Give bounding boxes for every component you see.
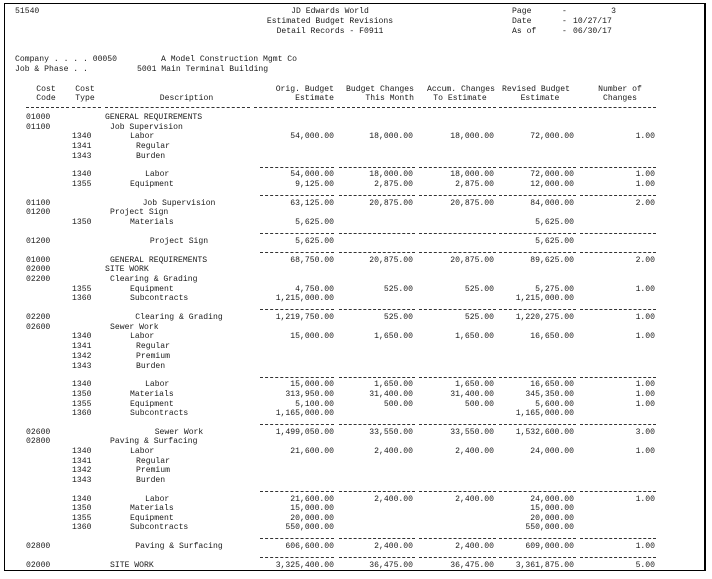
dashed-rule bbox=[339, 424, 415, 425]
cost-code: 02800 bbox=[26, 437, 51, 446]
cost-type: 1350 bbox=[72, 390, 92, 399]
page-number: 3 bbox=[611, 7, 616, 16]
revised-budget-estimate: 24,000.00 bbox=[530, 495, 574, 504]
dashed-rule bbox=[499, 252, 576, 253]
description: GENERAL REQUIREMENTS bbox=[110, 256, 208, 265]
description: SITE WORK bbox=[110, 561, 154, 570]
accum-changes-to-estimate: 36,475.00 bbox=[450, 561, 494, 570]
description: Sewer Work bbox=[154, 428, 204, 437]
dashed-rule bbox=[419, 167, 496, 168]
number-of-changes: 2.00 bbox=[635, 199, 655, 208]
table-row bbox=[0, 170, 712, 180]
description: Burden bbox=[136, 152, 166, 161]
cost-type: 1342 bbox=[72, 352, 92, 361]
table-row bbox=[0, 409, 712, 419]
dashed-rule bbox=[580, 167, 656, 168]
table-row bbox=[0, 437, 712, 447]
accum-changes-to-estimate: 20,875.00 bbox=[450, 256, 494, 265]
dashed-rule bbox=[26, 107, 69, 108]
col-orig-1: Orig. Budget bbox=[275, 85, 334, 94]
dashed-rule bbox=[260, 491, 334, 492]
orig-budget-estimate: 20,000.00 bbox=[290, 514, 334, 523]
description: Premium bbox=[136, 466, 170, 475]
dashed-rule bbox=[254, 107, 334, 108]
orig-budget-estimate: 1,165,000.00 bbox=[275, 409, 334, 418]
number-of-changes: 1.00 bbox=[635, 542, 655, 551]
accum-changes-to-estimate: 2,400.00 bbox=[455, 495, 494, 504]
dashed-rule bbox=[499, 195, 576, 196]
dashed-rule bbox=[580, 252, 656, 253]
table-row bbox=[0, 542, 712, 552]
cost-type: 1360 bbox=[72, 409, 92, 418]
number-of-changes: 1.00 bbox=[635, 380, 655, 389]
revised-budget-estimate: 84,000.00 bbox=[530, 199, 574, 208]
cost-code: 01000 bbox=[26, 113, 51, 122]
asof-dash: - bbox=[562, 27, 567, 36]
budget-changes-this-month: 31,400.00 bbox=[369, 390, 413, 399]
col-number-2: Changes bbox=[603, 94, 637, 103]
revised-budget-estimate: 24,000.00 bbox=[530, 447, 574, 456]
orig-budget-estimate: 5,625.00 bbox=[295, 218, 334, 227]
dashed-rule bbox=[339, 233, 415, 234]
dashed-rule bbox=[339, 252, 415, 253]
description: Labor bbox=[145, 380, 170, 389]
cost-type: 1340 bbox=[72, 332, 92, 341]
budget-changes-this-month: 18,000.00 bbox=[369, 132, 413, 141]
cost-code: 02000 bbox=[26, 265, 51, 274]
asof-value: 06/30/17 bbox=[573, 27, 612, 36]
report-title-line-1: JD Edwards World bbox=[291, 7, 369, 16]
asof-label: As of bbox=[512, 27, 537, 36]
dashed-rule bbox=[339, 377, 415, 378]
dashed-rule bbox=[260, 377, 334, 378]
accum-changes-to-estimate: 33,550.00 bbox=[450, 428, 494, 437]
job-name: 5001 Main Terminal Building bbox=[137, 65, 269, 74]
description: Paving & Surfacing bbox=[135, 542, 223, 551]
cost-type: 1340 bbox=[72, 170, 92, 179]
col-cost-type-2: Type bbox=[75, 94, 95, 103]
table-row bbox=[0, 275, 712, 285]
number-of-changes: 1.00 bbox=[635, 180, 655, 189]
description: Subcontracts bbox=[130, 409, 189, 418]
col-orig-2: Estimate bbox=[295, 94, 334, 103]
dashed-rule bbox=[339, 538, 415, 539]
dashed-rule bbox=[339, 167, 415, 168]
cost-code: 01000 bbox=[26, 256, 51, 265]
orig-budget-estimate: 550,000.00 bbox=[285, 523, 334, 532]
table-row bbox=[0, 523, 712, 533]
revised-budget-estimate: 345,350.00 bbox=[525, 390, 574, 399]
description: Equipment bbox=[130, 514, 174, 523]
cost-type: 1343 bbox=[72, 362, 92, 371]
revised-budget-estimate: 5,275.00 bbox=[535, 285, 574, 294]
revised-budget-estimate: 20,000.00 bbox=[530, 514, 574, 523]
cost-type: 1341 bbox=[72, 342, 92, 351]
cost-type: 1360 bbox=[72, 523, 92, 532]
budget-changes-this-month: 2,400.00 bbox=[374, 447, 413, 456]
description: SITE WORK bbox=[105, 265, 149, 274]
number-of-changes: 2.00 bbox=[635, 256, 655, 265]
cost-code: 01200 bbox=[26, 208, 51, 217]
dashed-rule bbox=[499, 233, 576, 234]
dashed-rule bbox=[260, 167, 334, 168]
accum-changes-to-estimate: 1,650.00 bbox=[455, 380, 494, 389]
budget-changes-this-month: 36,475.00 bbox=[369, 561, 413, 570]
cost-type: 1342 bbox=[72, 466, 92, 475]
dashed-rule bbox=[260, 424, 334, 425]
description: Labor bbox=[145, 495, 170, 504]
cost-type: 1355 bbox=[72, 400, 92, 409]
dashed-rule bbox=[579, 107, 656, 108]
table-row bbox=[0, 362, 712, 372]
dashed-rule bbox=[419, 491, 496, 492]
dashed-rule bbox=[580, 557, 656, 558]
dashed-rule bbox=[260, 309, 334, 310]
description: Burden bbox=[136, 362, 166, 371]
table-row bbox=[0, 218, 712, 228]
accum-changes-to-estimate: 18,000.00 bbox=[450, 170, 494, 179]
revised-budget-estimate: 1,215,000.00 bbox=[515, 294, 574, 303]
description: Subcontracts bbox=[130, 523, 189, 532]
accum-changes-to-estimate: 31,400.00 bbox=[450, 390, 494, 399]
report-title-line-2: Estimated Budget Revisions bbox=[266, 17, 394, 26]
dashed-rule bbox=[499, 491, 576, 492]
accum-changes-to-estimate: 2,400.00 bbox=[455, 542, 494, 551]
dashed-rule bbox=[260, 538, 334, 539]
cost-type: 1355 bbox=[72, 180, 92, 189]
description: Clearing & Grading bbox=[110, 275, 198, 284]
number-of-changes: 1.00 bbox=[635, 285, 655, 294]
number-of-changes: 1.00 bbox=[635, 170, 655, 179]
table-row bbox=[0, 476, 712, 486]
budget-changes-this-month: 1,650.00 bbox=[374, 380, 413, 389]
col-revised-1: Revised Budget bbox=[502, 85, 570, 94]
dashed-rule bbox=[339, 195, 415, 196]
budget-changes-this-month: 2,400.00 bbox=[374, 495, 413, 504]
description: Labor bbox=[145, 170, 170, 179]
cost-type: 1360 bbox=[72, 294, 92, 303]
table-row bbox=[0, 294, 712, 304]
dashed-rule bbox=[499, 167, 576, 168]
dashed-rule bbox=[260, 252, 334, 253]
revised-budget-estimate: 72,000.00 bbox=[530, 170, 574, 179]
table-row bbox=[0, 447, 712, 457]
budget-changes-this-month: 18,000.00 bbox=[369, 170, 413, 179]
budget-changes-this-month: 33,550.00 bbox=[369, 428, 413, 437]
report-id: 51540 bbox=[15, 7, 40, 16]
dashed-rule bbox=[580, 195, 656, 196]
dashed-rule bbox=[419, 309, 496, 310]
dashed-rule bbox=[419, 195, 496, 196]
description: Sewer Work bbox=[110, 323, 159, 332]
dashed-rule bbox=[260, 195, 334, 196]
col-description: Description bbox=[159, 94, 214, 103]
page-dash: - bbox=[562, 7, 567, 16]
dashed-rule bbox=[499, 538, 576, 539]
revised-budget-estimate: 3,361,875.00 bbox=[515, 561, 574, 570]
table-row bbox=[0, 142, 712, 152]
orig-budget-estimate: 21,600.00 bbox=[290, 495, 334, 504]
description: Labor bbox=[130, 332, 155, 341]
budget-changes-this-month: 2,875.00 bbox=[374, 180, 413, 189]
orig-budget-estimate: 5,625.00 bbox=[295, 237, 334, 246]
table-row bbox=[0, 380, 712, 390]
description: Regular bbox=[136, 142, 170, 151]
revised-budget-estimate: 12,000.00 bbox=[530, 180, 574, 189]
company-name: A Model Construction Mgmt Co bbox=[161, 55, 297, 64]
accum-changes-to-estimate: 20,875.00 bbox=[450, 199, 494, 208]
dashed-rule bbox=[419, 424, 496, 425]
orig-budget-estimate: 1,499,050.00 bbox=[275, 428, 334, 437]
description: Project Sign bbox=[149, 237, 209, 246]
table-row bbox=[0, 265, 712, 275]
cost-type: 1355 bbox=[72, 514, 92, 523]
description: Materials bbox=[130, 504, 174, 513]
table-row bbox=[0, 342, 712, 352]
budget-changes-this-month: 1,650.00 bbox=[374, 332, 413, 341]
col-cost-code-2: Code bbox=[36, 94, 56, 103]
cost-type: 1341 bbox=[72, 142, 92, 151]
dashed-rule bbox=[72, 107, 101, 108]
col-changes-2: This Month bbox=[365, 94, 414, 103]
budget-changes-this-month: 20,875.00 bbox=[369, 199, 413, 208]
description: Premium bbox=[136, 352, 170, 361]
col-changes-1: Budget Changes bbox=[346, 85, 414, 94]
dashed-rule bbox=[499, 377, 576, 378]
orig-budget-estimate: 313,950.00 bbox=[285, 390, 334, 399]
accum-changes-to-estimate: 1,650.00 bbox=[455, 332, 494, 341]
description: Materials bbox=[130, 390, 174, 399]
number-of-changes: 1.00 bbox=[635, 390, 655, 399]
cost-type: 1350 bbox=[72, 218, 92, 227]
orig-budget-estimate: 15,000.00 bbox=[290, 504, 334, 513]
orig-budget-estimate: 1,215,000.00 bbox=[275, 294, 334, 303]
description: Equipment bbox=[130, 180, 174, 189]
cost-type: 1343 bbox=[72, 476, 92, 485]
table-row bbox=[0, 466, 712, 476]
table-row bbox=[0, 208, 712, 218]
description: Labor bbox=[130, 447, 155, 456]
cost-type: 1350 bbox=[72, 504, 92, 513]
page-label: Page bbox=[512, 7, 532, 16]
description: Project Sign bbox=[110, 208, 169, 217]
number-of-changes: 3.00 bbox=[635, 428, 655, 437]
date-value: 10/27/17 bbox=[573, 17, 612, 26]
accum-changes-to-estimate: 2,400.00 bbox=[455, 447, 494, 456]
dashed-rule bbox=[580, 233, 656, 234]
col-revised-2: Estimate bbox=[520, 94, 560, 103]
description: Regular bbox=[136, 457, 170, 466]
revised-budget-estimate: 1,220,275.00 bbox=[515, 313, 574, 322]
number-of-changes: 1.00 bbox=[635, 495, 655, 504]
table-row bbox=[0, 313, 712, 323]
table-row bbox=[0, 180, 712, 190]
col-cost-code-1: Cost bbox=[36, 85, 56, 94]
cost-code: 01100 bbox=[26, 123, 51, 132]
orig-budget-estimate: 54,000.00 bbox=[290, 170, 334, 179]
orig-budget-estimate: 606,600.00 bbox=[285, 542, 334, 551]
revised-budget-estimate: 15,000.00 bbox=[530, 504, 574, 513]
description: Burden bbox=[136, 476, 166, 485]
col-number-1: Number of bbox=[598, 85, 642, 94]
cost-code: 02000 bbox=[26, 561, 51, 570]
dashed-rule bbox=[580, 538, 656, 539]
dashed-rule bbox=[339, 557, 415, 558]
description: Subcontracts bbox=[130, 294, 189, 303]
cost-code: 01200 bbox=[26, 237, 51, 246]
orig-budget-estimate: 15,000.00 bbox=[290, 332, 334, 341]
col-cost-type-1: Cost bbox=[75, 85, 95, 94]
number-of-changes: 1.00 bbox=[635, 332, 655, 341]
cost-type: 1340 bbox=[72, 132, 92, 141]
cost-type: 1341 bbox=[72, 457, 92, 466]
date-label: Date bbox=[512, 17, 532, 26]
report-title-line-3: Detail Records - F0911 bbox=[276, 27, 384, 36]
date-dash: - bbox=[562, 17, 567, 26]
table-row bbox=[0, 152, 712, 162]
revised-budget-estimate: 89,625.00 bbox=[530, 256, 574, 265]
job-label: Job & Phase . . bbox=[15, 65, 88, 74]
revised-budget-estimate: 609,000.00 bbox=[525, 542, 574, 551]
revised-budget-estimate: 16,650.00 bbox=[530, 380, 574, 389]
table-row bbox=[0, 132, 712, 142]
dashed-rule bbox=[105, 107, 250, 108]
cost-type: 1340 bbox=[72, 495, 92, 504]
dashed-rule bbox=[580, 491, 656, 492]
description: GENERAL REQUIREMENTS bbox=[105, 113, 203, 122]
revised-budget-estimate: 1,165,000.00 bbox=[515, 409, 574, 418]
table-row bbox=[0, 237, 712, 247]
orig-budget-estimate: 15,000.00 bbox=[290, 380, 334, 389]
table-row bbox=[0, 504, 712, 514]
dashed-rule bbox=[419, 557, 496, 558]
description: Job Supervision bbox=[142, 199, 216, 208]
cost-type: 1355 bbox=[72, 285, 92, 294]
table-row bbox=[0, 332, 712, 342]
orig-budget-estimate: 21,600.00 bbox=[290, 447, 334, 456]
description: Paving & Surfacing bbox=[110, 437, 198, 446]
orig-budget-estimate: 1,219,750.00 bbox=[275, 313, 334, 322]
orig-budget-estimate: 68,750.00 bbox=[290, 256, 334, 265]
cost-code: 02200 bbox=[26, 275, 51, 284]
dashed-rule bbox=[580, 377, 656, 378]
number-of-changes: 1.00 bbox=[635, 132, 655, 141]
accum-changes-to-estimate: 2,875.00 bbox=[455, 180, 494, 189]
table-row bbox=[0, 390, 712, 400]
number-of-changes: 1.00 bbox=[635, 400, 655, 409]
cost-code: 02600 bbox=[26, 428, 51, 437]
cost-code: 02600 bbox=[26, 323, 51, 332]
accum-changes-to-estimate: 525.00 bbox=[464, 313, 494, 322]
accum-changes-to-estimate: 18,000.00 bbox=[450, 132, 494, 141]
orig-budget-estimate: 54,000.00 bbox=[290, 132, 334, 141]
dashed-rule bbox=[580, 424, 656, 425]
revised-budget-estimate: 16,650.00 bbox=[530, 332, 574, 341]
dashed-rule bbox=[419, 233, 496, 234]
description: Equipment bbox=[130, 285, 174, 294]
orig-budget-estimate: 63,125.00 bbox=[290, 199, 334, 208]
dashed-rule bbox=[580, 309, 656, 310]
dashed-rule bbox=[339, 309, 415, 310]
dashed-rule bbox=[418, 107, 496, 108]
budget-changes-this-month: 20,875.00 bbox=[369, 256, 413, 265]
description: Regular bbox=[136, 342, 170, 351]
table-row bbox=[0, 113, 712, 123]
dashed-rule bbox=[260, 557, 334, 558]
dashed-rule bbox=[419, 377, 496, 378]
table-row bbox=[0, 561, 712, 571]
revised-budget-estimate: 1,532,600.00 bbox=[515, 428, 574, 437]
accum-changes-to-estimate: 525.00 bbox=[464, 285, 494, 294]
budget-changes-this-month: 2,400.00 bbox=[374, 542, 413, 551]
orig-budget-estimate: 4,750.00 bbox=[295, 285, 334, 294]
revised-budget-estimate: 5,625.00 bbox=[535, 218, 574, 227]
number-of-changes: 5.00 bbox=[635, 561, 655, 570]
accum-changes-to-estimate: 500.00 bbox=[464, 400, 494, 409]
cost-type: 1340 bbox=[72, 447, 92, 456]
dashed-rule bbox=[260, 233, 334, 234]
dashed-rule bbox=[339, 491, 415, 492]
cost-code: 01100 bbox=[26, 199, 51, 208]
cost-code: 02200 bbox=[26, 313, 51, 322]
orig-budget-estimate: 5,100.00 bbox=[295, 400, 334, 409]
description: Labor bbox=[130, 132, 155, 141]
dashed-rule bbox=[419, 252, 496, 253]
cost-type: 1343 bbox=[72, 152, 92, 161]
dashed-rule bbox=[419, 538, 496, 539]
revised-budget-estimate: 5,625.00 bbox=[535, 237, 574, 246]
orig-budget-estimate: 9,125.00 bbox=[295, 180, 334, 189]
col-accum-2: To Estimate bbox=[433, 94, 487, 103]
dashed-rule bbox=[337, 107, 415, 108]
budget-changes-this-month: 500.00 bbox=[383, 400, 413, 409]
description: Job Supervision bbox=[110, 123, 183, 132]
revised-budget-estimate: 5,600.00 bbox=[535, 400, 574, 409]
dashed-rule bbox=[499, 309, 576, 310]
dashed-rule bbox=[499, 107, 576, 108]
company-label: Company . . . . 00050 bbox=[15, 55, 117, 64]
dashed-rule bbox=[499, 424, 576, 425]
description: Clearing & Grading bbox=[135, 313, 223, 322]
table-row bbox=[0, 352, 712, 362]
revised-budget-estimate: 72,000.00 bbox=[530, 132, 574, 141]
number-of-changes: 1.00 bbox=[635, 313, 655, 322]
col-accum-1: Accum. Changes bbox=[427, 85, 495, 94]
number-of-changes: 1.00 bbox=[635, 447, 655, 456]
cost-code: 02800 bbox=[26, 542, 51, 551]
revised-budget-estimate: 550,000.00 bbox=[525, 523, 574, 532]
description: Materials bbox=[130, 218, 174, 227]
orig-budget-estimate: 3,325,400.00 bbox=[275, 561, 334, 570]
dashed-rule bbox=[499, 557, 576, 558]
budget-changes-this-month: 525.00 bbox=[383, 313, 413, 322]
budget-changes-this-month: 525.00 bbox=[383, 285, 413, 294]
cost-type: 1340 bbox=[72, 380, 92, 389]
description: Equipment bbox=[130, 400, 174, 409]
